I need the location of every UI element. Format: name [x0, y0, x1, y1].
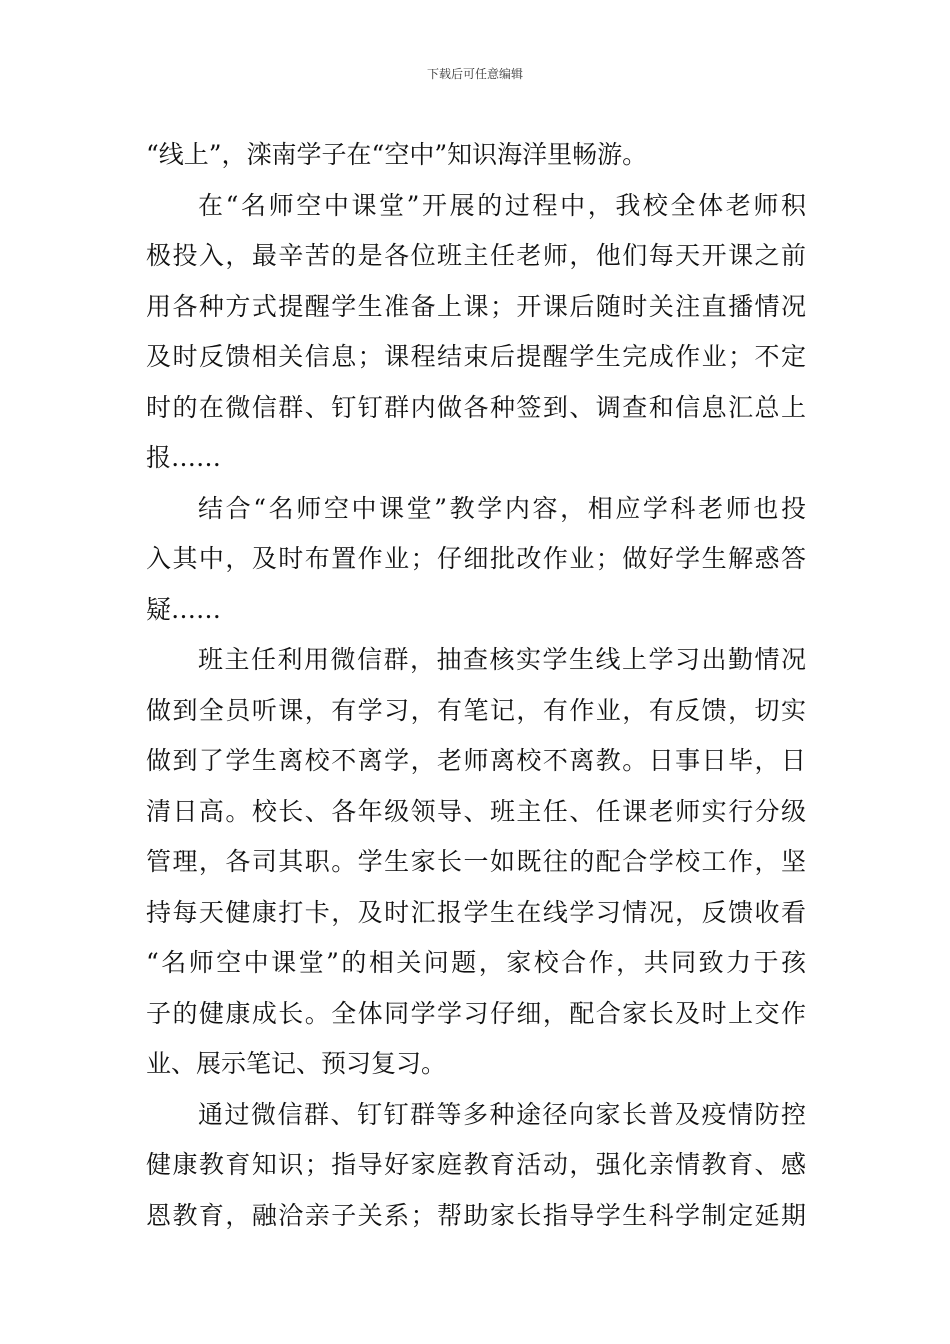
paragraph	[146, 635, 806, 1090]
text-line: 及时反馈相关信息；课程结束后提醒学生完成作业；不定	[146, 342, 806, 371]
text-line: 业、展示笔记、预习复习。	[146, 1049, 447, 1078]
text-line: 做到全员听课，有学习，有笔记，有作业，有反馈，切实	[146, 695, 806, 725]
page-header: 下载后可任意编辑	[426, 67, 523, 81]
text-line: “线上”，滦南学子在“空中”知识海洋里畅游。	[146, 140, 648, 169]
text-line: 疑……	[146, 594, 222, 624]
text-line: 管理，各司其职。学生家长一如既往的配合学校工作，坚	[146, 847, 806, 876]
text-line: 结合“名师空中课堂”教学内容，相应学科老师也投	[198, 493, 806, 523]
paragraph	[146, 484, 806, 636]
text-line: 健康教育知识；指导好家庭教育活动，强化亲情教育、感	[146, 1150, 806, 1179]
paragraph	[146, 1090, 806, 1242]
text-line: 极投入，最辛苦的是各位班主任老师，他们每天开课之前	[146, 241, 806, 270]
text-line: 子的健康成长。全体同学学习仔细，配合家长及时上交作	[146, 998, 806, 1028]
text-line: 入其中，及时布置作业；仔细批改作业；做好学生解惑答	[146, 544, 806, 573]
document-body	[146, 130, 806, 1241]
text-line: 通过微信群、钉钉群等多种途径向家长普及疫情防控	[198, 1099, 806, 1129]
text-line: 在“名师空中课堂”开展的过程中，我校全体老师积	[198, 190, 806, 220]
text-line: 清日高。校长、各年级领导、班主任、任课老师实行分级	[146, 796, 806, 826]
text-line: 做到了学生离校不离学，老师离校不离教。日事日毕，日	[146, 746, 806, 775]
text-line: 班主任利用微信群，抽查核实学生线上学习出勤情况	[198, 645, 806, 674]
text-line: 时的在微信群、钉钉群内做各种签到、调查和信息汇总上	[146, 392, 806, 422]
text-line: 持每天健康打卡，及时汇报学生在线学习情况，反馈收看	[146, 897, 806, 927]
text-line: 用各种方式提醒学生准备上课；开课后随时关注直播情况	[146, 291, 806, 321]
paragraph	[146, 130, 806, 181]
paragraph	[146, 181, 806, 484]
text-line: 报……	[146, 443, 222, 472]
text-line: “名师空中课堂”的相关问题，家校合作，共同致力于孩	[146, 948, 806, 977]
text-line: 恩教育，融洽亲子关系；帮助家长指导学生科学制定延期	[146, 1200, 806, 1230]
